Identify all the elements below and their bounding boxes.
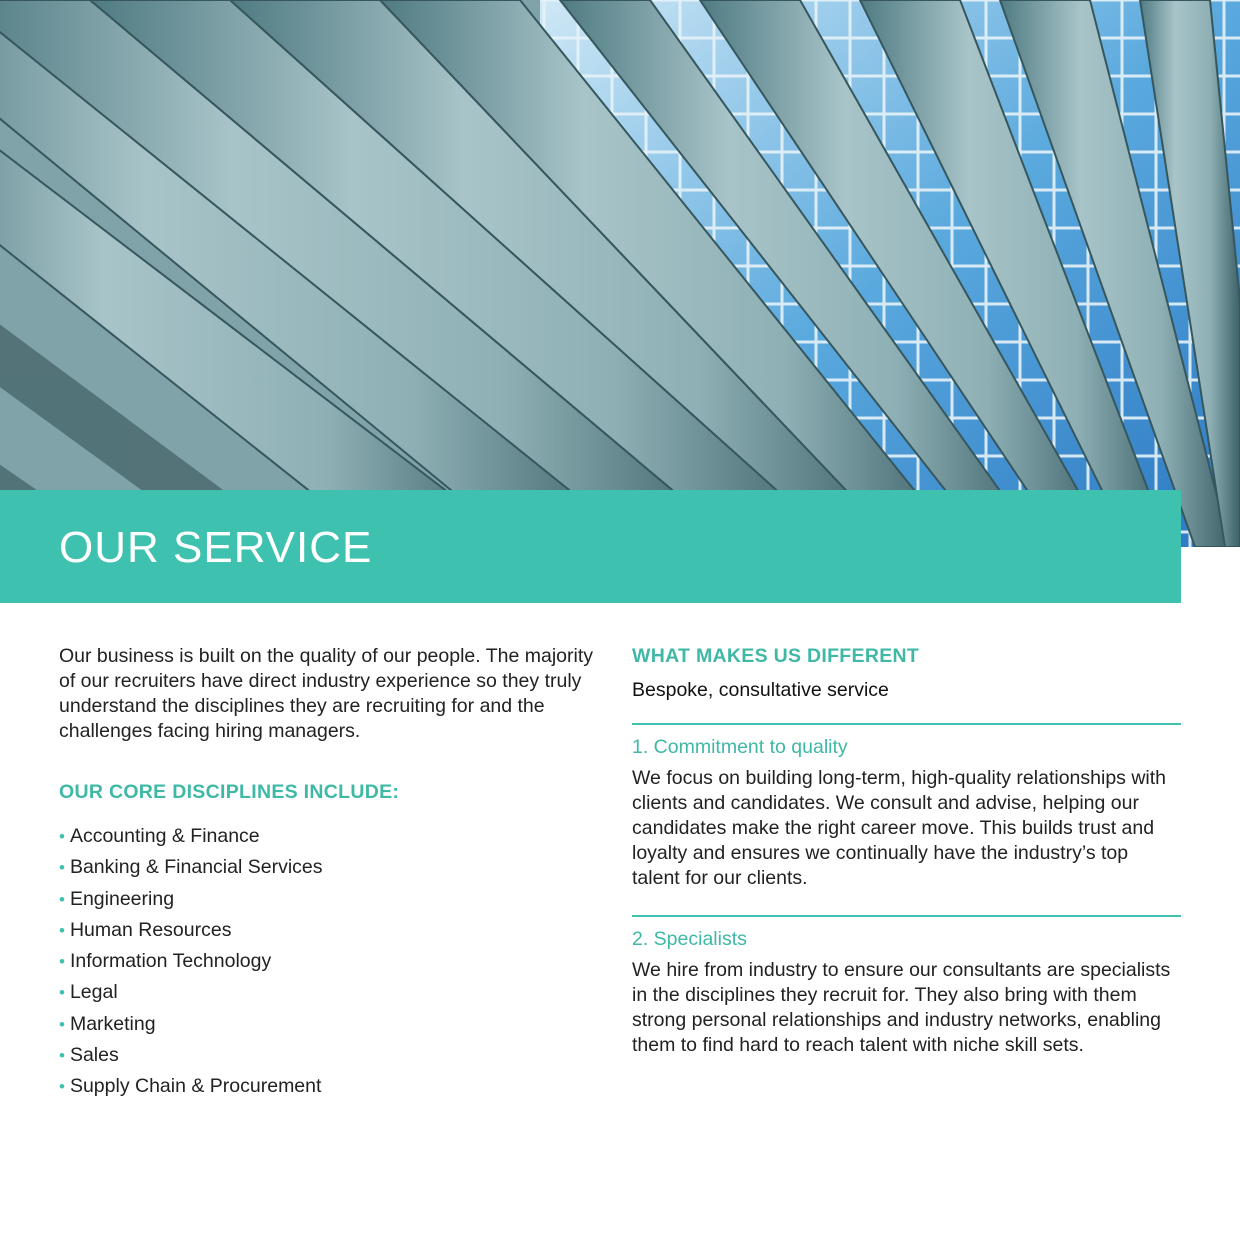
point-title-specialists: 2. Specialists	[632, 928, 747, 950]
point-body-specialists: We hire from industry to ensure our consultants are specialists in the disciplines they recruit for. They also bring with them strong personal relationships and industry networks, enabling them to find hard to reach talent with niche skill sets.	[632, 959, 1171, 1056]
discipline-label: Supply Chain & Procurement	[69, 1075, 322, 1098]
core-disciplines-heading: OUR CORE DISCIPLINES INCLUDE:	[59, 781, 400, 803]
divider	[632, 915, 1181, 917]
point-body-quality: We focus on building long-term, high-quality relationships with clients and candidates. We consult and advise, helping our candidates make the right career move. This builds trust and loyalty and ensures we continually have the industry’s top talent for our clients.	[632, 767, 1167, 889]
bullet-icon: •	[59, 827, 65, 846]
list-item	[59, 946, 614, 977]
discipline-label: Accounting & Finance	[69, 825, 260, 847]
discipline-label: Banking & Financial Services	[69, 856, 323, 879]
list-item	[59, 1071, 614, 1102]
page-title: OUR SERVICE	[59, 523, 373, 572]
different-heading: WHAT MAKES US DIFFERENT	[632, 645, 920, 667]
divider	[632, 723, 1181, 725]
list-item	[59, 1009, 614, 1040]
list-item	[59, 821, 614, 852]
discipline-label: Human Resources	[69, 918, 232, 941]
bullet-icon: •	[59, 1014, 65, 1034]
disciplines-list	[59, 821, 614, 1103]
intro-paragraph: Our business is built on the quality of our people. The majority of our recruiters have direct industry experience so they truly understand the disciplines they are recruiting for and the challenges facing hiring managers.	[59, 645, 594, 742]
list-item	[59, 852, 614, 883]
bullet-icon: •	[59, 952, 65, 972]
tagline: Bespoke, consultative service	[632, 679, 889, 701]
list-item	[59, 915, 614, 946]
point-title-quality: 1. Commitment to quality	[632, 736, 848, 758]
discipline-label: Marketing	[69, 1012, 156, 1035]
bullet-icon: •	[59, 983, 65, 1003]
list-item	[59, 884, 614, 915]
list-item	[59, 977, 614, 1008]
bullet-icon: •	[59, 920, 65, 940]
bullet-icon: •	[59, 1077, 65, 1097]
left-column	[59, 644, 614, 1103]
list-item	[59, 1040, 614, 1071]
bullet-icon: •	[59, 1046, 65, 1066]
hero-image	[0, 0, 1240, 547]
discipline-label: Engineering	[69, 887, 175, 910]
discipline-label: Information Technology	[69, 950, 272, 973]
bullet-icon: •	[59, 889, 65, 909]
right-column	[632, 644, 1181, 1058]
discipline-label: Legal	[69, 981, 118, 1004]
discipline-label: Sales	[69, 1044, 119, 1067]
bullet-icon: •	[59, 858, 65, 878]
